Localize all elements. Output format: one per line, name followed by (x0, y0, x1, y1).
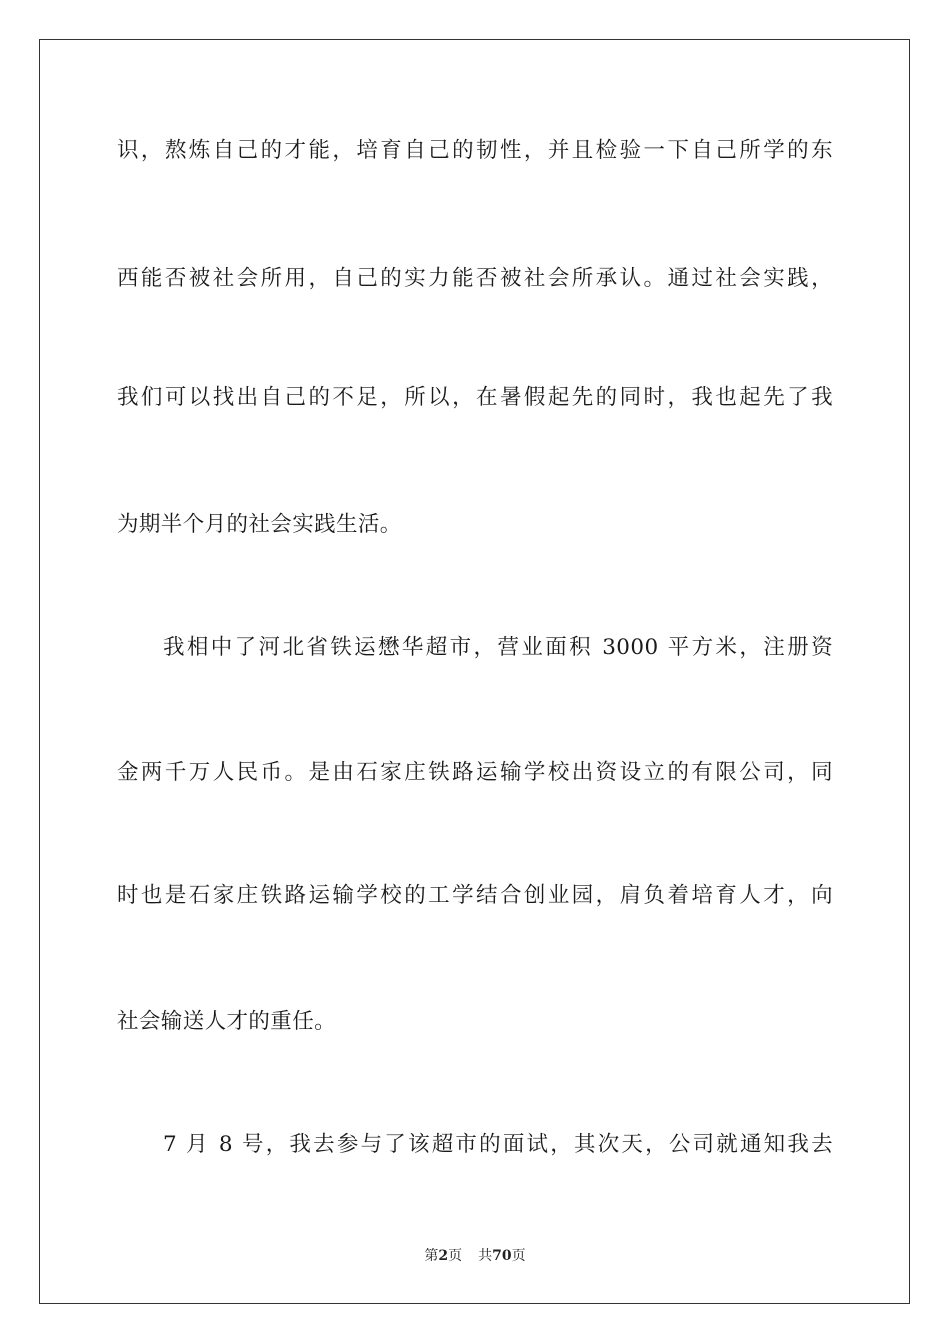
footer-total-pages: 70 (492, 1248, 512, 1264)
page-footer (0, 1247, 950, 1265)
paragraph-line-7: 时也是石家庄铁路运输学校的工学结合创业园，肩负着培育人才，向 (117, 883, 833, 908)
paragraph-line-8: 社会输送人才的重任。 (117, 1009, 337, 1034)
paragraph-line-6: 金两千万人民币。是由石家庄铁路运输学校出资设立的有限公司，同 (117, 760, 833, 785)
footer-page-number: 2 (438, 1248, 449, 1264)
paragraph-line-9: 7 月 8 号，我去参与了该超市的面试，其次天，公司就通知我去 (163, 1132, 833, 1157)
paragraph-line-3: 我们可以找出自己的不足，所以，在暑假起先的同时，我也起先了我 (117, 385, 833, 410)
paragraph-line-2: 西能否被社会所用，自己的实力能否被社会所承认。通过社会实践， (117, 266, 833, 291)
footer-total-prefix: 共 (478, 1248, 493, 1264)
paragraph-line-4: 为期半个月的社会实践生活。 (117, 512, 402, 537)
footer-total-suffix: 页 (511, 1248, 526, 1264)
footer-page-prefix: 第 (424, 1248, 439, 1264)
footer-page-suffix: 页 (448, 1248, 463, 1264)
paragraph-line-1: 识，熬炼自己的才能，培育自己的韧性，并且检验一下自己所学的东 (117, 138, 833, 163)
page-border (39, 39, 910, 1304)
paragraph-line-5: 我相中了河北省铁运懋华超市，营业面积 3000 平方米，注册资 (163, 635, 833, 660)
